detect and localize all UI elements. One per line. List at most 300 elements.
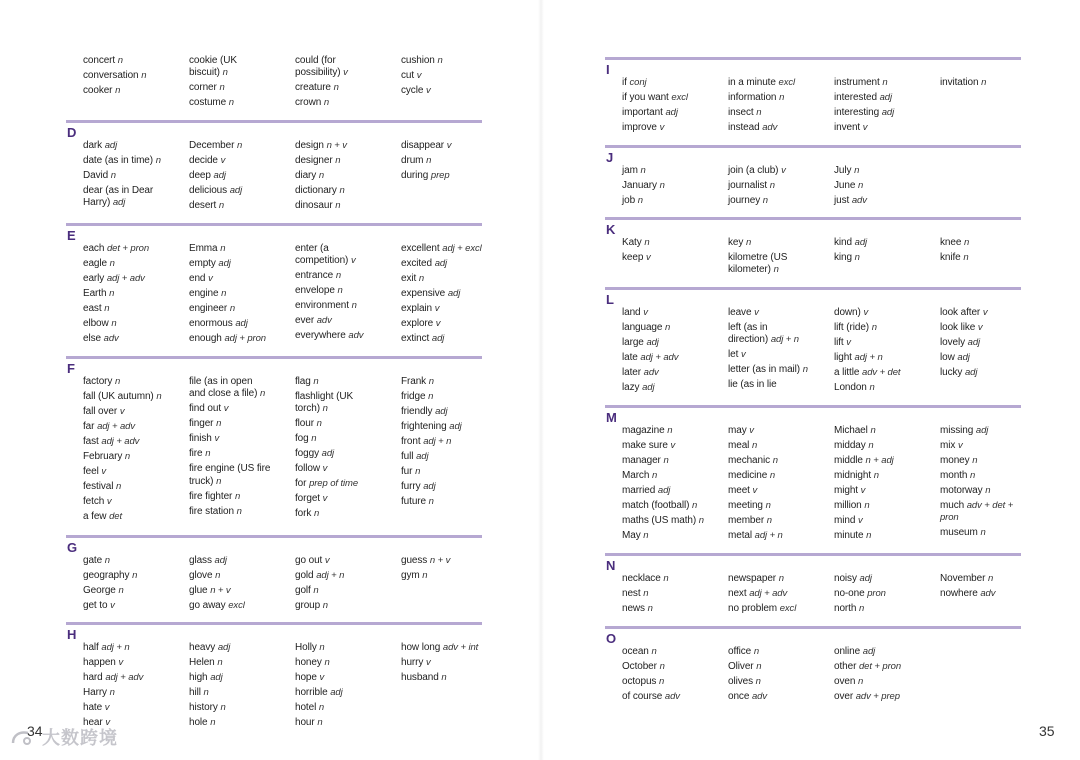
section-letter: G: [67, 540, 78, 555]
word-entry: [83, 85, 189, 97]
section-letter: O: [606, 631, 617, 646]
entry-word: member: [728, 515, 765, 526]
part-of-speech: adj + adv: [749, 588, 788, 599]
entry-word: future: [401, 496, 426, 507]
word-column: [728, 573, 834, 618]
part-of-speech: n + v: [429, 555, 451, 566]
section-rule: [605, 626, 1021, 629]
entry-word: journey: [728, 195, 761, 206]
word-entry: [295, 642, 401, 654]
part-of-speech: adv: [643, 367, 659, 378]
word-entry: [295, 448, 401, 460]
part-of-speech: det + pron: [858, 661, 902, 672]
entry-word-continued: competition): [295, 255, 349, 267]
part-of-speech: n: [117, 55, 123, 66]
entry-word: make sure: [622, 440, 668, 451]
word-entry: [83, 642, 189, 654]
word-entry: [834, 307, 940, 319]
word-entry: [622, 122, 728, 134]
word-entry: [83, 585, 189, 597]
entry-word: key: [728, 237, 744, 248]
word-entry: [295, 270, 401, 282]
entry-word: north: [834, 603, 857, 614]
entry-word: lazy: [622, 382, 640, 393]
entry-word: million: [834, 500, 862, 511]
entry-word: March: [622, 470, 650, 481]
word-entry: [728, 122, 834, 134]
part-of-speech: v: [860, 485, 866, 496]
part-of-speech: v: [446, 140, 452, 151]
word-entry: [834, 92, 940, 104]
entry-word: news: [622, 603, 645, 614]
part-of-speech: v: [322, 493, 328, 505]
entry-word: cookie (UK: [189, 55, 237, 66]
word-column: [83, 140, 189, 215]
entry-word: explain: [401, 303, 432, 314]
word-entry: [834, 195, 940, 207]
word-column: [83, 243, 189, 348]
part-of-speech: adj: [235, 318, 248, 329]
entry-word: fall (UK autumn): [83, 391, 154, 402]
entry-word: mechanic: [728, 455, 770, 466]
word-column: [83, 642, 189, 732]
part-of-speech: n: [963, 237, 970, 248]
word-column: [295, 140, 401, 215]
word-entry: [728, 515, 834, 527]
part-of-speech: n: [322, 403, 328, 415]
part-of-speech: v: [105, 717, 110, 728]
part-of-speech: adj: [431, 333, 445, 344]
part-of-speech: adj + adv: [106, 273, 145, 284]
entry-word: excited: [401, 258, 432, 269]
part-of-speech: n: [317, 717, 323, 728]
entry-word: find out: [189, 403, 222, 415]
entry-word: over: [834, 691, 854, 702]
entry-word: happen: [83, 657, 116, 668]
part-of-speech: n: [428, 376, 434, 387]
part-of-speech: n: [313, 508, 320, 520]
word-entry: [834, 573, 940, 585]
section-letter: E: [67, 228, 76, 243]
part-of-speech: n: [643, 530, 649, 541]
section-f: [66, 356, 482, 532]
entry-word: kilometre (US: [728, 252, 788, 263]
entry-word: late: [622, 352, 638, 363]
section-rule: [605, 217, 1021, 220]
entry-word: cushion: [401, 55, 435, 66]
word-entry: [83, 391, 189, 403]
entry-word: file (as in open: [189, 376, 253, 387]
word-entry: [622, 237, 728, 249]
part-of-speech: n: [228, 97, 234, 109]
entry-word: glue: [189, 585, 208, 596]
word-entry: [834, 588, 940, 600]
word-entry: [940, 588, 1038, 600]
word-entry: [189, 170, 295, 182]
watermark-text: 大数跨境: [42, 728, 119, 748]
entry-word: in a minute: [728, 77, 776, 88]
entry-word: hill: [189, 687, 201, 698]
word-entry: [189, 448, 295, 460]
part-of-speech: n: [217, 657, 223, 668]
word-entry: [622, 573, 728, 585]
part-of-speech: n: [969, 470, 976, 481]
entry-word-continued: and close a file): [189, 388, 258, 400]
entry-word: might: [834, 485, 858, 496]
word-entry: [189, 155, 295, 167]
entry-word: east: [83, 303, 102, 314]
entry-word: Earth: [83, 288, 107, 299]
word-entry: [622, 367, 728, 379]
word-entry: [83, 672, 189, 684]
word-entry: [622, 107, 728, 119]
part-of-speech: v: [322, 463, 328, 475]
part-of-speech: v: [957, 440, 963, 451]
word-entry: [83, 421, 189, 433]
entry-word: newspaper: [728, 573, 777, 584]
word-entry: [189, 570, 295, 582]
entry-word: museum: [940, 527, 978, 539]
part-of-speech: n: [647, 603, 653, 614]
part-of-speech: adj: [657, 485, 671, 496]
entry-word: next: [728, 588, 747, 599]
word-column: [622, 425, 728, 545]
word-entry: [728, 180, 834, 192]
entry-word: engine: [189, 288, 219, 299]
entry-word: Katy: [622, 237, 642, 248]
part-of-speech: n: [229, 303, 235, 314]
entry-word: for: [295, 478, 307, 490]
entry-word: Oliver: [728, 661, 754, 672]
part-of-speech: n: [769, 180, 775, 191]
word-entry: [83, 702, 189, 714]
part-of-speech: n: [115, 85, 121, 96]
entry-word: invent: [834, 122, 861, 133]
part-of-speech: n: [313, 585, 319, 596]
word-entry: [940, 527, 1038, 539]
word-entry: [83, 140, 189, 152]
word-entry: [295, 285, 401, 297]
part-of-speech: n: [651, 470, 658, 481]
word-column: [622, 646, 728, 706]
word-column: [940, 165, 1038, 210]
part-of-speech: n: [111, 318, 117, 329]
word-entry: [834, 252, 940, 264]
word-entry: [622, 180, 728, 192]
entry-word: may: [728, 425, 747, 436]
word-entry: [83, 687, 189, 699]
word-entry: [834, 122, 940, 134]
part-of-speech: n: [203, 687, 209, 698]
part-of-speech: n: [637, 195, 643, 206]
section-letter: F: [67, 361, 75, 376]
entry-word: London: [834, 382, 867, 393]
entry-word: festival: [83, 481, 114, 492]
part-of-speech: n: [441, 672, 447, 683]
part-of-speech: n: [755, 676, 761, 687]
word-entry: [401, 391, 499, 403]
word-entry: [728, 237, 834, 249]
entry-word: gate: [83, 555, 103, 566]
entry-word: designer: [295, 155, 333, 166]
entry-word: empty: [189, 258, 216, 269]
word-entry: [83, 170, 189, 182]
part-of-speech: adj + pron: [224, 333, 266, 344]
word-entry: [189, 433, 295, 445]
word-entry: [295, 717, 401, 729]
word-entry: [728, 470, 834, 482]
word-entry: [622, 500, 728, 512]
word-entry: [728, 107, 834, 119]
entry-word: no problem: [728, 603, 778, 614]
entry-word: low: [940, 352, 955, 363]
word-entry: [622, 485, 728, 497]
part-of-speech: adj: [210, 672, 223, 683]
part-of-speech: adj: [967, 337, 981, 348]
part-of-speech: v: [350, 255, 356, 267]
page-number-right: 35: [1039, 723, 1055, 739]
part-of-speech: v: [862, 122, 868, 133]
entry-word: later: [622, 367, 641, 378]
part-of-speech: v: [425, 657, 431, 668]
word-grid: [83, 642, 482, 738]
word-grid: [83, 243, 482, 354]
entry-word: envelope: [295, 285, 335, 297]
part-of-speech: n: [155, 155, 161, 166]
word-entry: [295, 97, 401, 109]
part-of-speech: prep of time: [309, 478, 359, 490]
part-of-speech: conj: [629, 77, 647, 88]
word-entry: [622, 337, 728, 349]
word-entry: [83, 288, 189, 300]
word-entry: [401, 570, 499, 582]
entry-word: forget: [295, 493, 320, 505]
part-of-speech: n: [115, 376, 121, 387]
word-entry: [401, 318, 499, 330]
word-entry: [295, 478, 401, 490]
part-of-speech: n: [762, 195, 768, 206]
entry-word: a few: [83, 511, 107, 522]
part-of-speech: n: [215, 570, 221, 581]
entry-word: hard: [83, 672, 103, 683]
entry-word: enter (a: [295, 243, 329, 254]
part-of-speech: n: [870, 425, 876, 436]
word-column: [189, 140, 295, 215]
entry-word: full: [401, 451, 414, 462]
part-of-speech: n: [323, 97, 330, 109]
entry-word-continued: biscuit): [189, 67, 220, 79]
part-of-speech: v: [220, 155, 226, 166]
part-of-speech: n: [651, 646, 657, 657]
word-entry: [940, 352, 1038, 364]
word-entry: [401, 303, 499, 315]
entry-word: finger: [189, 418, 214, 430]
word-entry: [728, 485, 834, 497]
section-letter: M: [606, 410, 617, 425]
word-entry: [940, 500, 1038, 525]
entry-word: dinosaur: [295, 200, 333, 211]
part-of-speech: v: [119, 406, 125, 417]
word-entry: [189, 200, 295, 212]
word-entry: [401, 333, 499, 345]
word-column: [83, 55, 189, 112]
word-entry: [728, 322, 834, 347]
part-of-speech: n: [858, 603, 865, 614]
part-of-speech: adj: [642, 382, 655, 393]
entry-word: high: [189, 672, 208, 683]
part-of-speech: adv: [316, 315, 332, 327]
part-of-speech: v: [659, 122, 665, 133]
word-grid: [83, 55, 482, 118]
part-of-speech: v: [643, 307, 648, 318]
entry-word-continued: kilometer): [728, 264, 771, 276]
word-entry: [622, 195, 728, 207]
word-entry: [622, 252, 728, 264]
entry-word: desert: [189, 200, 217, 211]
entry-word: manager: [622, 455, 661, 466]
word-column: [834, 165, 940, 210]
part-of-speech: n: [753, 646, 759, 657]
entry-word: deep: [189, 170, 211, 181]
part-of-speech: n: [426, 155, 432, 166]
word-column: [189, 243, 295, 348]
word-entry: [401, 155, 499, 167]
part-of-speech: n: [857, 676, 864, 687]
word-entry: [189, 273, 295, 285]
word-entry: [940, 440, 1038, 452]
entry-word: hurry: [401, 657, 424, 668]
section-letter: I: [606, 62, 610, 77]
entry-word: end: [189, 273, 206, 284]
entry-word: group: [295, 600, 321, 611]
word-column: [834, 77, 940, 137]
entry-word: ever: [295, 315, 315, 327]
word-entry: [728, 573, 834, 585]
entry-word: January: [622, 180, 657, 191]
word-entry: [622, 661, 728, 673]
word-entry: [834, 180, 940, 192]
part-of-speech: adj: [330, 687, 343, 698]
word-entry: [834, 440, 940, 452]
entry-word: improve: [622, 122, 657, 133]
part-of-speech: v: [857, 515, 863, 526]
word-entry: [189, 463, 295, 488]
entry-word: fire engine (US fire: [189, 463, 271, 475]
word-entry: [83, 243, 189, 255]
word-entry: [622, 676, 728, 688]
entry-word: guess: [401, 555, 428, 566]
word-entry: [940, 425, 1038, 437]
part-of-speech: n: [218, 200, 225, 211]
part-of-speech: adj + adv: [640, 352, 679, 363]
entry-word: go away: [189, 600, 226, 611]
entry-word: online: [834, 646, 861, 657]
part-of-speech: n: [773, 264, 779, 276]
word-column: [189, 642, 295, 732]
entry-word: jam: [622, 165, 638, 176]
entry-word: design: [295, 140, 324, 151]
word-entry: [834, 367, 940, 379]
part-of-speech: v: [101, 466, 107, 477]
entry-word: exit: [401, 273, 417, 284]
entry-word: June: [834, 180, 856, 191]
part-of-speech: n: [234, 490, 241, 502]
part-of-speech: n: [216, 475, 222, 487]
part-of-speech: n: [659, 676, 665, 687]
part-of-speech: v: [324, 555, 330, 566]
part-of-speech: adj: [213, 170, 226, 181]
entry-word: midnight: [834, 470, 871, 481]
part-of-speech: n: [422, 570, 428, 581]
section-rule: [605, 287, 1021, 290]
word-entry: [401, 273, 499, 285]
word-entry: [401, 55, 499, 67]
entry-word: fetch: [83, 496, 105, 507]
entry-word: other: [834, 661, 857, 672]
word-entry: [83, 481, 189, 493]
word-entry: [83, 155, 189, 167]
entry-word: decide: [189, 155, 218, 166]
entry-word: flashlight (UK: [295, 391, 354, 402]
part-of-speech: n: [980, 527, 986, 539]
entry-word: large: [622, 337, 644, 348]
word-entry: [622, 382, 728, 394]
part-of-speech: v: [425, 85, 431, 96]
part-of-speech: n: [337, 285, 343, 297]
word-entry: [83, 333, 189, 345]
entry-word: conversation: [83, 70, 139, 81]
word-entry: [295, 155, 401, 167]
entry-word: drum: [401, 155, 424, 166]
entry-word: meet: [728, 485, 750, 496]
part-of-speech: n: [324, 657, 330, 668]
part-of-speech: adj: [449, 421, 462, 432]
word-column: [401, 642, 499, 732]
entry-word: follow: [295, 463, 320, 475]
part-of-speech: n: [698, 515, 704, 526]
part-of-speech: v: [319, 672, 325, 683]
section-h: [66, 622, 482, 738]
entry-word-continued: direction): [728, 334, 769, 346]
word-entry: [728, 500, 834, 512]
part-of-speech: adv + det +: [966, 500, 1014, 511]
part-of-speech: n: [220, 243, 226, 254]
word-entry: [189, 687, 295, 699]
part-of-speech: v: [435, 318, 441, 329]
section-rule: [605, 145, 1021, 148]
part-of-speech: adv: [851, 195, 867, 206]
entry-word: ocean: [622, 646, 649, 657]
section-rule: [605, 553, 1021, 556]
part-of-speech: adj: [881, 107, 895, 118]
word-entry: [940, 252, 1038, 264]
entry-word: honey: [295, 657, 322, 668]
entry-word: Frank: [401, 376, 427, 387]
word-entry: [940, 337, 1038, 349]
entry-word: land: [622, 307, 641, 318]
word-entry: [83, 600, 189, 612]
word-column: [728, 307, 834, 397]
word-entry: [401, 642, 499, 654]
part-of-speech: n: [124, 451, 131, 462]
word-column: [401, 243, 499, 348]
part-of-speech: adj + n: [770, 334, 799, 346]
word-column: [295, 55, 401, 112]
part-of-speech: n: [318, 702, 325, 713]
part-of-speech: n: [854, 165, 860, 176]
word-entry: [834, 165, 940, 177]
part-of-speech: v: [752, 485, 758, 496]
